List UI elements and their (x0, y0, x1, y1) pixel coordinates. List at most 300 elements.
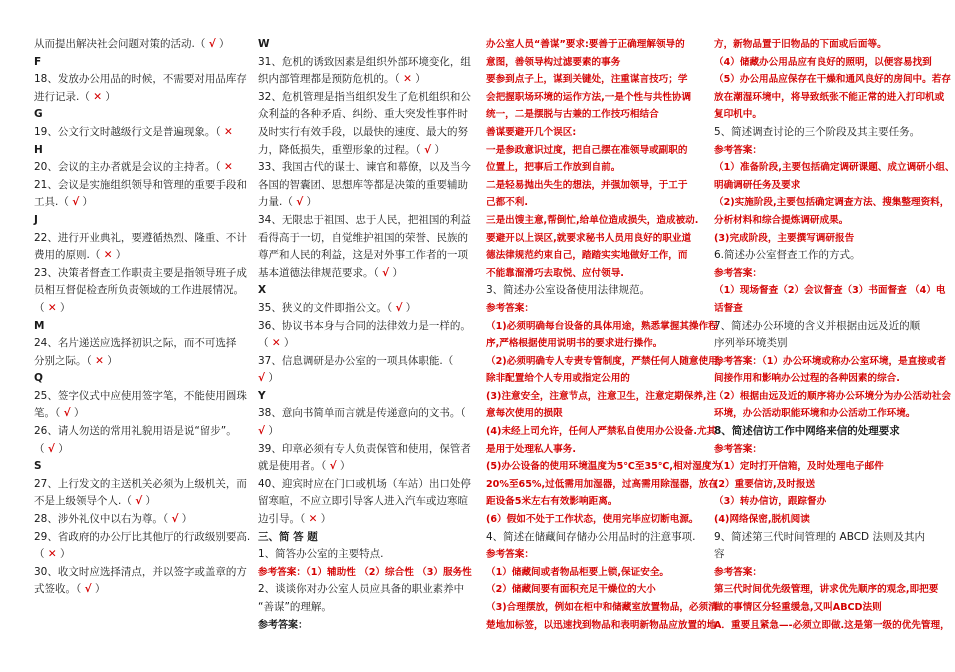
line-text: （3）转办信访，跟踪督办 (714, 496, 827, 508)
text-line (34, 388, 247, 406)
column-4 (714, 36, 955, 634)
cross-mark: ✕ (403, 73, 412, 86)
line-text: 基本道德法律规范要求。（ (258, 266, 383, 279)
line-text: 间接作用和影响办公过程的各种因素的综合. (714, 373, 900, 385)
line-text: 织内部管理都是预防危机的。（ (258, 73, 404, 86)
text-line (34, 159, 242, 177)
line-text: 7、简述办公环境的含义并根据由远及近的顺 (714, 319, 921, 332)
line-text: 会把握职场环境的运作方法,一是个性与共性协调 (486, 91, 692, 103)
text-line (34, 370, 242, 388)
column-2 (258, 36, 474, 634)
text-line (258, 546, 474, 564)
text-line (714, 212, 930, 230)
line-text: 5、简述调查讨论的三个阶段及其主要任务。 (714, 125, 921, 138)
line-end: ） (56, 301, 71, 314)
text-line (486, 265, 706, 283)
line-text: 参考答案： (258, 619, 308, 631)
text-line (34, 265, 247, 283)
line-text: 环境，办公活动职能环境和办公活动工作环境。 (714, 408, 916, 420)
line-text: 参考答案：（1）办公环境或称办公室环境，是直接或者 (714, 355, 947, 367)
line-end: ） (389, 266, 403, 279)
text-line (34, 564, 247, 582)
line-text: （2)实施阶段,主要包括确定调查方法、搜集整理资料， (714, 197, 950, 209)
line-text: 放在潮湿环境中，将导致纸张不能正常的进入打印机或 (714, 91, 945, 103)
text-line (34, 124, 242, 142)
text-line (714, 89, 945, 107)
text-line (34, 423, 242, 441)
line-end: ） (317, 513, 332, 526)
text-line (258, 405, 474, 423)
text-line (486, 458, 722, 476)
text-line (714, 194, 950, 212)
text-line (486, 476, 718, 494)
column-3 (486, 36, 728, 634)
text-line (258, 212, 474, 230)
line-text: 众利益的各种矛盾、纠纷、重大突发性事件时 (258, 108, 468, 121)
line-text: 明确调研任务及要求 (714, 179, 801, 191)
line-text: “善谋”的理解。 (258, 601, 332, 613)
line-text: （ (34, 442, 48, 455)
text-line (258, 159, 474, 177)
line-text: (4)未经上司允许，任何人严禁私自使用办公设备.尤其 (486, 426, 717, 438)
text-line (258, 36, 474, 54)
line-text: (4)网络保密,脱机阅读 (714, 514, 810, 526)
line-text: 及时实行有效手段，以最快的速度、最大的努 (258, 125, 468, 138)
line-text: H (34, 143, 43, 156)
cross-mark: ✕ (223, 125, 233, 138)
line-text: 2、谈谈你对办公室人员应具备的职业素养中 (258, 583, 465, 596)
line-text: 力，降低损失，重塑形象的过程。（ (258, 143, 425, 156)
text-line (714, 511, 930, 529)
line-text: 28、涉外礼仪中以右为尊。（ (34, 513, 172, 526)
line-text: 看得高于一切，自觉维护祖国的荣誉、民族的 (258, 231, 468, 244)
cross-mark: ✕ (93, 90, 102, 103)
line-text: 二是轻易抛出失生的想法，并强加领导，于工于 (486, 179, 688, 191)
line-text: （2）储藏间要有面积充足干燥位的大小 (486, 584, 656, 596)
line-end: ） (431, 143, 445, 156)
text-line (714, 230, 930, 248)
text-line (486, 177, 706, 195)
line-text: 27、上行发文的主送机关必须为上级机关，而 (34, 477, 247, 490)
line-text: 各国的智囊团、思想库等都是决策的重要辅助 (258, 178, 468, 191)
line-text: 一是参政意识过度，把自己摆在准领导或副职的 (486, 144, 688, 156)
text-line (486, 581, 706, 599)
cross-mark: ✕ (103, 249, 113, 262)
text-line (486, 546, 706, 564)
line-text: (3)注意安全，注意节点，注意卫生，注意定期保养,注 (486, 390, 717, 402)
line-text: 8、简述信访工作中网络来信的处理要求 (714, 425, 900, 438)
line-text: 力量.（ (258, 196, 297, 209)
check-mark: √ (84, 583, 92, 596)
line-text: 尊严和人民的利益，这是对外事工作者的一项 (258, 249, 468, 262)
line-text: 40、迎宾时应在门口或机场（车站）出口处停 (258, 477, 471, 490)
line-text: 35、狭义的文件即指公文。（ (258, 301, 396, 314)
line-text: 31、危机的诱致因素是组织外部环境变化，组 (258, 55, 471, 68)
text-line (486, 230, 706, 248)
line-text: (3)完成阶段，主要撰写调研报告 (714, 232, 855, 244)
text-line (34, 89, 242, 107)
line-end: ） (79, 196, 94, 209)
text-line (34, 318, 242, 336)
line-text: 参考答案： (714, 144, 762, 156)
line-end: ） (103, 354, 118, 367)
line-text: 6.简述办公室督查工作的方式。 (714, 249, 861, 262)
line-text: 参考答案： (486, 302, 534, 314)
check-mark: √ (258, 425, 266, 438)
text-line (34, 529, 251, 547)
line-text: 21、会议是实施组织领导和管理的重要手段和 (34, 178, 247, 191)
line-text: 37、信息调研是办公室的一项具体职能.（ (258, 354, 454, 367)
line-text: 复印机中。 (714, 109, 762, 121)
text-line (486, 89, 706, 107)
text-line (34, 194, 242, 212)
line-text: 9、简述第三代时间管理的 ABCD 法则及其内 (714, 530, 925, 543)
check-mark: √ (424, 143, 432, 156)
text-line (714, 546, 930, 564)
check-mark: √ (258, 372, 266, 385)
line-text: （1)必须明确每台设备的具体用途，熟悉掌握其操作程 (486, 320, 718, 332)
line-text: （4）储藏办公用品应有良好的照明，以便容易找到 (714, 56, 932, 68)
line-text: 1、简答办公室的主要特点. (258, 548, 384, 561)
line-end: ） (91, 583, 106, 596)
line-end: ） (54, 442, 69, 455)
text-line (34, 177, 247, 195)
text-line (34, 300, 242, 318)
text-line (258, 335, 474, 353)
line-text: 序,严格根据使用说明书的要求进行操作。 (486, 338, 663, 350)
line-text: X (258, 284, 267, 297)
text-line (486, 529, 706, 547)
cross-mark: ✕ (223, 161, 233, 174)
line-text: 位置上，把事后工作放到自前。 (486, 162, 621, 174)
line-text: 参考答案： (714, 566, 762, 578)
text-line (714, 36, 930, 54)
cross-mark: ✕ (271, 337, 281, 350)
line-text: S (34, 460, 42, 473)
text-line (486, 142, 706, 160)
text-line (714, 529, 930, 547)
line-text: （5）办公用品应保存在干燥和通风良好的房间中。若存 (714, 74, 951, 86)
line-text: 20、会议的主办者就是会议的主持者。（ (34, 161, 224, 174)
line-text: 意图，善领导构过滤要素的事务 (486, 56, 621, 68)
line-text: 要避开以上误区,就要求秘书人员用良好的职业道 (486, 232, 692, 244)
line-text: 23、决策者督查工作职责主要是指领导班子成 (34, 266, 247, 279)
line-text: (6）假如不处于工作状态，使用完毕应切断电源。 (486, 514, 699, 526)
line-text: 不是上级领导个人.（ (34, 495, 136, 508)
text-line (714, 318, 930, 336)
check-mark: √ (47, 442, 55, 455)
text-line (34, 546, 242, 564)
check-mark: √ (382, 266, 390, 279)
line-text: 不能靠溜滑巧去取悦、应付领导. (486, 267, 624, 279)
line-text: 分析材料和综合提炼调研成果。 (714, 214, 849, 226)
line-text: 序列举环境类别 (714, 337, 788, 350)
text-line (258, 124, 474, 142)
text-line (486, 441, 706, 459)
text-line (258, 423, 474, 441)
line-text: 除非配置给个人专用或指定公用的 (486, 373, 630, 385)
column-1 (34, 36, 251, 599)
text-line (714, 54, 930, 72)
cross-mark: ✕ (47, 301, 57, 314)
text-line (486, 194, 706, 212)
line-end: ） (336, 460, 351, 473)
text-line (258, 230, 474, 248)
line-text: 33、我国古代的谋士、谏官和幕僚，以及当今 (258, 161, 471, 174)
text-line (486, 353, 728, 371)
text-line (258, 476, 474, 494)
line-text: 25、签字仪式中应使用签字笔，不能使用圆珠 (34, 389, 247, 402)
text-line (258, 511, 474, 529)
text-line (714, 247, 930, 265)
line-text: 22、进行开业典礼，要遵循热烈、隆重、不计 (34, 231, 247, 244)
line-text: 20%至65%,过低需用加湿器，过高需用除湿器，放在 (486, 478, 718, 490)
line-end: ） (112, 249, 127, 262)
line-text: 第三代时间优先级管理，讲求优先顺序的观念,即把要 (714, 584, 939, 596)
text-line (34, 476, 247, 494)
check-mark: √ (208, 38, 216, 50)
line-text: F (34, 55, 42, 68)
text-line (714, 159, 955, 177)
text-line (258, 617, 474, 635)
text-line (34, 54, 242, 72)
line-text: 19、公文行文时越级行文是普遍现象。（ (34, 125, 224, 138)
text-line (258, 529, 474, 547)
text-line (714, 106, 930, 124)
line-text: 是用于处理私人事务. (486, 443, 576, 455)
text-line (258, 353, 474, 371)
line-end: ） (411, 73, 426, 86)
line-text: 3、简述办公室设备使用法律规范。 (486, 284, 651, 297)
line-text: 容 (714, 548, 725, 561)
text-line (258, 388, 474, 406)
text-line (486, 405, 706, 423)
text-line (258, 318, 474, 336)
text-line (714, 458, 930, 476)
text-line (34, 230, 247, 248)
text-line (486, 282, 706, 300)
text-line (714, 405, 930, 423)
line-text: 29、省政府的办公厅比其他厅的行政级别要高. (34, 530, 251, 543)
line-text: G (34, 108, 43, 121)
check-mark: √ (135, 495, 143, 508)
line-text: Y (258, 389, 266, 402)
text-line (258, 71, 474, 89)
line-text: 己都不利. (486, 197, 529, 209)
text-line (258, 581, 474, 599)
check-mark: √ (171, 513, 179, 526)
answer-text: （1）辅助性 （2）综合性 （3）服务性 (305, 566, 472, 578)
text-line (714, 423, 930, 441)
text-line (486, 247, 706, 265)
text-line (714, 370, 930, 388)
line-text: 统一，二是摆脱与古兼的工作技巧相结合 (486, 109, 659, 121)
line-text: 24、名片递送应选择初识之际，而不可选择 (34, 337, 237, 350)
line-text: 距设备5米左右有效影响距离。 (486, 496, 618, 508)
text-line (34, 247, 242, 265)
line-end: ） (178, 513, 193, 526)
text-line (714, 476, 930, 494)
text-line (714, 581, 939, 599)
line-text: 要参到点子上，谋到关键处，注重谋言技巧；学 (486, 74, 688, 86)
line-text: （2）根据由远及近的顺序将办公环境分为办公活动社会 (714, 390, 951, 402)
line-text: 39、印章必须有专人负责保管和使用，保管者 (258, 442, 471, 455)
text-line (714, 493, 930, 511)
text-line (34, 493, 242, 511)
text-line (486, 370, 706, 388)
line-end: ） (265, 425, 279, 438)
text-line (258, 564, 474, 582)
text-line (34, 335, 242, 353)
line-text: 边引导。（ (258, 513, 309, 526)
text-line (34, 458, 242, 476)
text-line (714, 335, 930, 353)
check-mark: √ (296, 196, 304, 209)
text-line (486, 335, 706, 353)
text-line (714, 300, 930, 318)
line-text: 进行记录.（ (34, 90, 94, 103)
text-line (714, 599, 930, 617)
line-text: 30、收文时应选择清点，并以签字或盖章的方 (34, 565, 247, 578)
text-line (486, 36, 706, 54)
text-line (34, 212, 242, 230)
text-line (34, 106, 242, 124)
line-text: 三是出馊主意,帮倒忙,给单位造成损失，造成被动. (486, 214, 699, 226)
text-line (258, 441, 474, 459)
check-mark: √ (63, 407, 71, 420)
line-end: ） (142, 495, 157, 508)
line-text: （ (34, 548, 48, 561)
line-text: 参考答案： (258, 566, 306, 578)
text-line (34, 36, 242, 54)
text-line (714, 441, 930, 459)
text-line (34, 581, 242, 599)
line-text: 参考答案： (714, 267, 762, 279)
text-line (486, 388, 717, 406)
text-line (486, 159, 706, 177)
text-line (714, 388, 951, 406)
text-line (258, 599, 474, 617)
line-text: （ (34, 301, 48, 314)
check-mark: √ (329, 460, 337, 473)
line-text: 三、简 答 题 (258, 530, 318, 543)
line-text: 34、无限忠于祖国、忠于人民，把祖国的利益 (258, 213, 471, 226)
line-end: ） (303, 196, 318, 209)
line-text: 意每次使用的损限 (486, 408, 563, 420)
text-line (714, 142, 930, 160)
line-text: A．重要且紧急—-必须立即做.这是第一级的优先管理， (714, 619, 950, 631)
line-text: 参考答案： (486, 549, 534, 561)
text-line (486, 423, 717, 441)
text-line (486, 493, 706, 511)
line-end: ） (56, 548, 71, 561)
text-line (486, 212, 706, 230)
line-text: 4、简述在储藏间存储办公用品时的注意事项. (486, 530, 696, 543)
line-text: 就是使用者。（ (258, 460, 330, 473)
line-text: 38、意向书简单而言就是传递意向的文书。（ (258, 407, 466, 420)
line-text: (5)办公设备的使用环境温度为5℃至35℃,相对湿度为 (486, 461, 722, 473)
text-line (258, 300, 474, 318)
text-line (34, 353, 242, 371)
text-line (258, 89, 474, 107)
text-line (34, 511, 242, 529)
line-text: 办公室人员“善谋”要求:要善于正确理解领导的 (486, 39, 685, 50)
line-text: 员相互督促检查所负责领域的工作进展情况。 (34, 284, 244, 297)
text-line (258, 493, 474, 511)
text-line (714, 353, 947, 371)
text-line (258, 142, 474, 160)
line-text: 善谋要避开几个误区: (486, 126, 577, 138)
text-line (258, 265, 474, 283)
text-line (486, 106, 706, 124)
text-line (34, 405, 242, 423)
text-line (34, 282, 242, 300)
text-line (486, 564, 706, 582)
text-line (714, 177, 930, 195)
line-text: 从而提出解决社会问题对策的活动.（ (34, 38, 209, 50)
text-line (714, 265, 930, 283)
text-line (258, 194, 474, 212)
text-line (258, 177, 474, 195)
line-text: 32、危机管理是指当组织发生了危机组织和公 (258, 90, 471, 103)
line-text: M (34, 319, 45, 332)
line-text: （ (258, 337, 272, 350)
line-end: ） (215, 38, 230, 50)
cross-mark: ✕ (308, 513, 318, 526)
text-line (258, 247, 474, 265)
line-text: 费用的原则.（ (34, 249, 104, 262)
check-mark: √ (72, 196, 80, 209)
line-text: （1）储藏间或者物品柜要上锁,保证安全。 (486, 566, 670, 578)
line-text: W (258, 38, 270, 50)
line-text: （1）准备阶段,主要包括确定调研课题、成立调研小组、 (714, 162, 955, 174)
text-line (34, 142, 242, 160)
line-text: （3)合理摆放，例如在柜中和储藏室放置物品，必须清 (486, 602, 718, 613)
line-text: Q (34, 372, 43, 385)
line-text: J (34, 213, 38, 226)
line-text: 德法律规范约束自己，踏踏实实地做好工作，而 (486, 250, 688, 262)
text-line (258, 458, 474, 476)
cross-mark: ✕ (47, 548, 57, 561)
text-line (486, 617, 717, 635)
text-line (486, 54, 706, 72)
line-text: 分别之际。（ (34, 354, 96, 367)
text-line (714, 564, 930, 582)
check-mark: √ (395, 301, 403, 314)
line-text: （1）定时打开信箱，及时处理电子邮件 (714, 461, 884, 473)
line-text: 式签收。（ (34, 583, 85, 596)
text-line (486, 599, 718, 617)
line-end: ） (102, 90, 116, 103)
line-text: 话督查 (714, 302, 743, 314)
text-line (486, 511, 706, 529)
text-line (714, 282, 946, 300)
cross-mark: ✕ (95, 354, 104, 367)
text-line (34, 441, 242, 459)
text-line (258, 282, 474, 300)
line-text: 做的事情区分轻重缓急,又叫ABCD法则 (714, 602, 882, 613)
line-text: 楚地加标签，以迅速找到物品和表明新物品应放置的地 (486, 619, 717, 631)
text-line (486, 71, 706, 89)
line-end: ） (70, 407, 85, 420)
line-text: 参考答案： (714, 443, 762, 455)
text-line (258, 370, 474, 388)
text-line (714, 617, 950, 635)
line-end: ） (402, 301, 417, 314)
line-text: 36、协议书本身与合同的法律效力是一样的。 (258, 319, 471, 332)
text-line (258, 54, 474, 72)
line-text: （1）现场督查（2）会议督查（3）书面督查 （4）电 (714, 285, 946, 297)
